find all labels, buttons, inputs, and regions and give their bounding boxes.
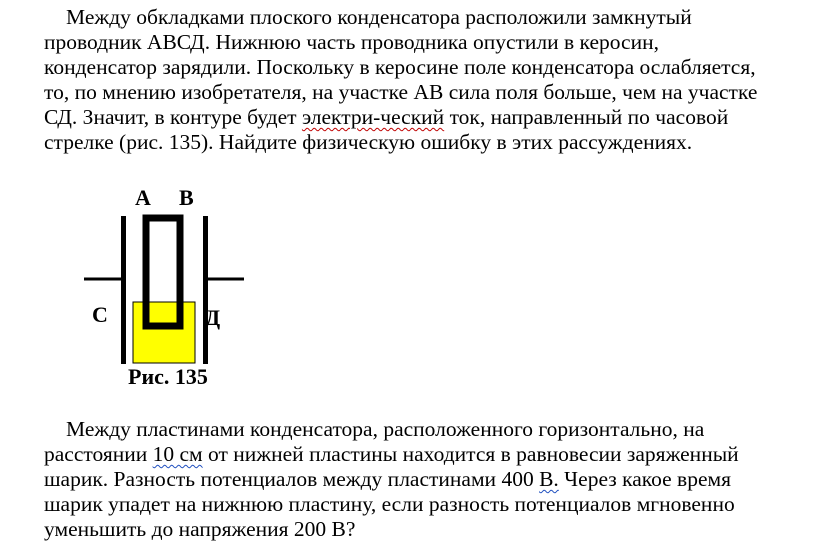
spellcheck-flagged-word[interactable]: электри-ческий: [301, 105, 445, 129]
text-fragment: от нижней пластины находится в равновесии заряженный: [202, 442, 739, 466]
problem-second-text: [44, 417, 814, 542]
left-capacitor-plate: [121, 216, 126, 364]
text-line: [44, 467, 814, 492]
text-fragment: ток, направленный по часовой: [444, 105, 729, 129]
text-line: конденсатор зарядили. Поскольку в керосине поле конденсатора ослабляется,: [44, 55, 756, 79]
label-point-c: С: [92, 302, 108, 327]
text-line: [44, 105, 814, 130]
text-line: Между пластинами конденсатора, расположенного горизонтально, на: [66, 417, 705, 441]
text-fragment: расстоянии: [44, 442, 153, 466]
problem-135-text: [44, 5, 814, 155]
text-line: проводник АВСД. Нижнюю часть проводника опустили в керосин,: [44, 30, 659, 54]
text-line: шарик упадет на нижнюю пластину, если разность потенциалов мгновенно: [44, 492, 735, 516]
label-point-d: Д: [205, 305, 221, 330]
spellcheck-flagged-word[interactable]: 10 см: [152, 442, 203, 466]
text-fragment: Через какое время: [558, 467, 731, 491]
label-point-a: А: [135, 185, 151, 210]
label-point-b: В: [179, 185, 194, 210]
text-fragment: СД. Значит, в контуре будет: [44, 105, 302, 129]
text-fragment: шарик. Разность потенциалов между пластинами 400: [44, 467, 540, 491]
text-line: стрелке (рис. 135). Найдите физическую ошибку в этих рассуждениях.: [44, 130, 693, 154]
figure-135: [84, 184, 254, 394]
figure-caption: Рис. 135: [128, 364, 208, 389]
text-line: то, по мнению изобретателя, на участке АВ сила поля больше, чем на участке: [44, 80, 758, 104]
capacitor-diagram: [84, 184, 254, 394]
text-line: [44, 442, 814, 467]
kerosene-liquid: [133, 302, 195, 363]
spellcheck-flagged-word[interactable]: В.: [539, 467, 559, 491]
text-line: уменьшить до напряжения 200 В?: [44, 517, 356, 541]
text-line: Между обкладками плоского конденсатора расположили замкнутый: [66, 5, 692, 29]
right-capacitor-plate: [203, 216, 208, 364]
